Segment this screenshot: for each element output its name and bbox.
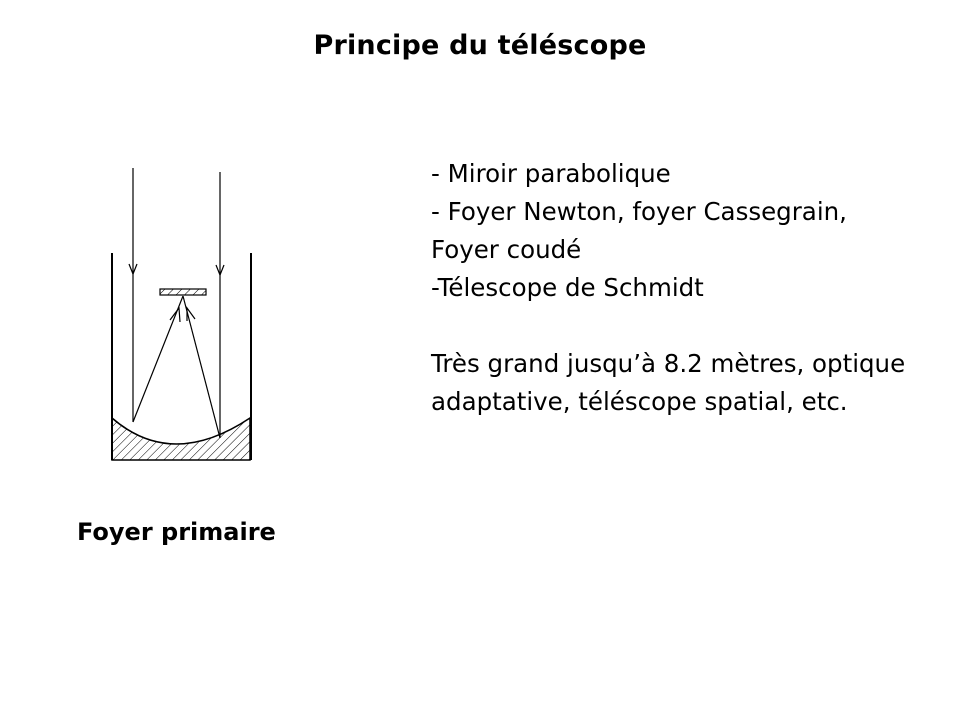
- reflected-ray-right: [183, 296, 220, 438]
- bullet-line: - Miroir parabolique: [431, 159, 671, 188]
- bullet-line: -Télescope de Schmidt: [431, 273, 704, 302]
- bullet-line: Foyer coudé: [431, 235, 582, 264]
- spacer: [431, 307, 951, 345]
- focal-plate: [160, 289, 206, 295]
- paragraph-line: Très grand jusqu’à 8.2 mètres, optique: [431, 349, 906, 378]
- slide-title: Principe du téléscope: [313, 30, 647, 61]
- reflected-ray-left: [133, 296, 183, 422]
- primary-mirror: [112, 418, 250, 460]
- paragraph-line: adaptative, téléscope spatial, etc.: [431, 387, 848, 416]
- prime-focus-telescope-diagram: [90, 160, 280, 480]
- bullet-line: - Foyer Newton, foyer Cassegrain,: [431, 197, 847, 226]
- bullet-list: [431, 155, 951, 421]
- diagram-caption: Foyer primaire: [77, 518, 276, 546]
